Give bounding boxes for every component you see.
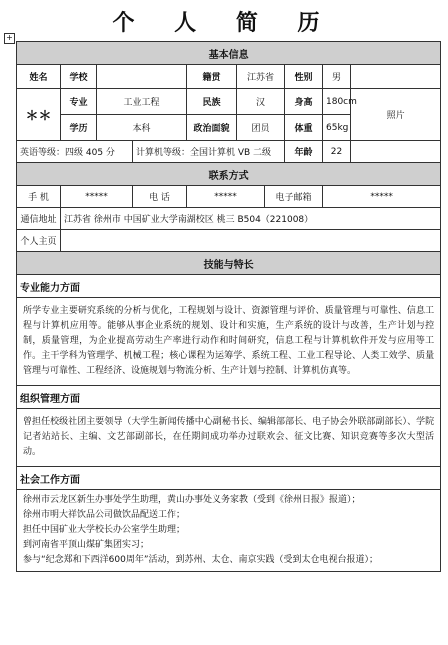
- table-move-handle-icon[interactable]: +: [4, 33, 15, 44]
- height-label: 身高: [285, 89, 323, 115]
- address-value[interactable]: 江苏省 徐州市 中国矿业大学南湖校区 桃三 B504（221008）: [61, 208, 441, 230]
- ethnicity-label: 民族: [187, 89, 237, 115]
- list-item: 到河南省平顶山煤矿集团实习；: [23, 540, 150, 550]
- blank-cell: [351, 141, 441, 163]
- politics-label: 政治面貌: [187, 115, 237, 141]
- age-label: 年龄: [285, 141, 323, 163]
- basic-info-header: 基本信息: [17, 42, 441, 65]
- age-value[interactable]: 22: [323, 141, 351, 163]
- tel-value[interactable]: *****: [187, 186, 265, 208]
- list-item: 徐州市明大祥饮品公司做饮品配送工作；: [23, 510, 186, 520]
- resume-table: [16, 41, 441, 572]
- weight-value[interactable]: 65kg: [323, 115, 351, 141]
- hometown-value[interactable]: 江苏省: [237, 65, 285, 89]
- tel-label: 电 话: [133, 186, 187, 208]
- organization-heading: 组织管理方面: [17, 386, 441, 409]
- degree-label: 学历: [61, 115, 97, 141]
- list-item: 担任中国矿业大学校长办公室学生助理；: [23, 525, 186, 535]
- english-level[interactable]: 英语等级：四级 405 分: [17, 141, 133, 163]
- email-label: 电子邮箱: [265, 186, 323, 208]
- photo-placeholder[interactable]: 照片: [351, 89, 441, 141]
- degree-value[interactable]: 本科: [97, 115, 187, 141]
- homepage-label: 个人主页: [17, 230, 61, 252]
- phone-label: 手 机: [17, 186, 61, 208]
- school-label: 学校: [61, 65, 97, 89]
- email-value[interactable]: *****: [323, 186, 441, 208]
- professional-text[interactable]: 所学专业主要研究系统的分析与优化，工程规划与设计、资源管理与评价、质量管理与可靠性、信息工程与计算机应用等。能够从事企业系统的规划、设计和实施，生产系统的设计与改善，生产计划与控制，质量管理，为企业提高劳动生产率进行动作和时间研究，信息工程与计算机软件开发与应用等工作。主干学科为管理学、机械工程；核心课程为运筹学、系统工程、工业工程导论、人类工效学、质量管理与可靠性、工程经济、设施规划与物流分析、生产计划与控制、计算机仿真等。: [17, 298, 441, 386]
- organization-text[interactable]: 曾担任校级社团主要领导（大学生新闻传播中心副秘书长、编辑部部长、电子协会外联部副部长）、学院记者站站长、主编、文艺部副部长，在任期间成功举办过联欢会、征文比赛、知识竞赛等多次大型活动。: [17, 409, 441, 467]
- professional-heading: 专业能力方面: [17, 275, 441, 298]
- contact-header: 联系方式: [17, 163, 441, 186]
- weight-label: 体重: [285, 115, 323, 141]
- list-item: 参与“纪念郑和下西洋600周年”活动，到苏州、太仓、南京实践（受到太仓电视台报道）；: [23, 555, 379, 565]
- name-value[interactable]: ＊＊: [17, 89, 61, 141]
- school-value[interactable]: [97, 65, 187, 89]
- major-value[interactable]: 工业工程: [97, 89, 187, 115]
- social-heading: 社会工作方面: [17, 467, 441, 490]
- list-item: 徐州市云龙区新生办事处学生助理，黄山办事处义务家教（受到《徐州日报》报道）；: [23, 495, 361, 505]
- hometown-label: 籍贯: [187, 65, 237, 89]
- gender-value[interactable]: 男: [323, 65, 351, 89]
- homepage-value[interactable]: [61, 230, 441, 252]
- address-label: 通信地址: [17, 208, 61, 230]
- phone-value[interactable]: *****: [61, 186, 133, 208]
- page-title: 个 人 简 历: [112, 11, 336, 36]
- social-text[interactable]: [17, 490, 441, 572]
- computer-level[interactable]: 计算机等级：全国计算机 VB 二级: [133, 141, 285, 163]
- ethnicity-value[interactable]: 汉: [237, 89, 285, 115]
- name-label: 姓名: [17, 65, 61, 89]
- major-label: 专业: [61, 89, 97, 115]
- gender-label: 性别: [285, 65, 323, 89]
- politics-value[interactable]: 团员: [237, 115, 285, 141]
- blank-cell: [351, 65, 441, 89]
- height-value[interactable]: 180cm: [323, 89, 351, 115]
- skills-header: 技能与特长: [17, 252, 441, 275]
